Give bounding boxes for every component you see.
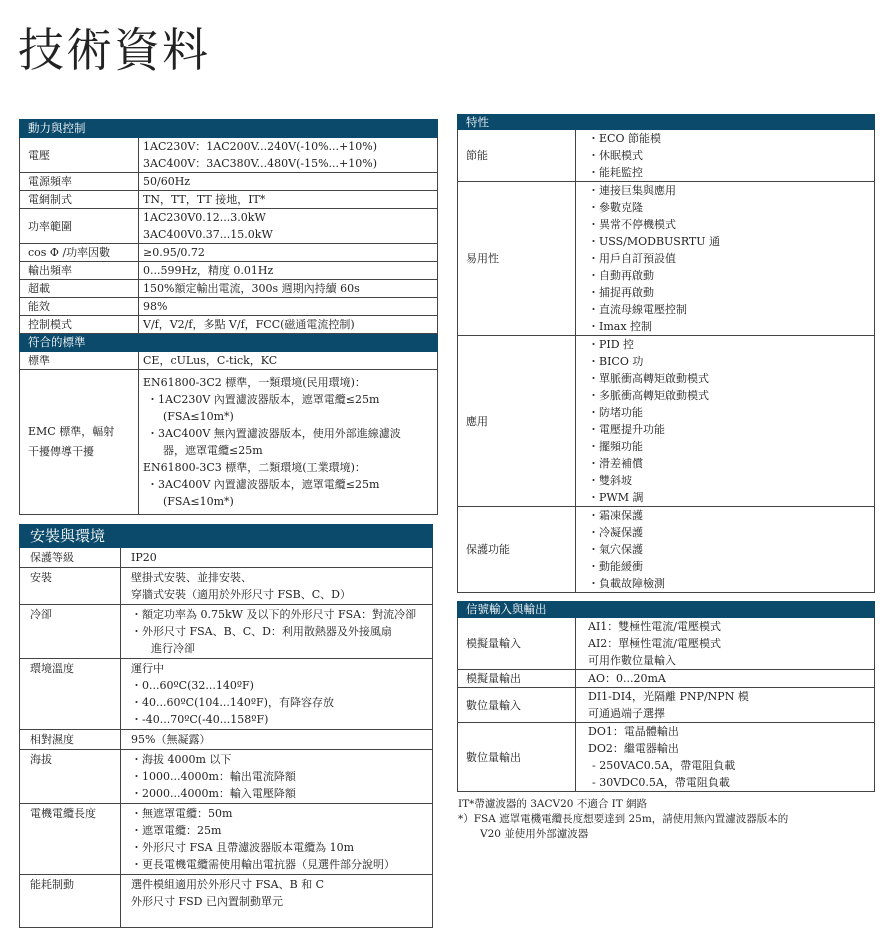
row-label: 應用 <box>458 336 576 507</box>
row-label: 超載 <box>20 280 139 298</box>
row-value: 1AC230V：1AC200V...240V(-10%...+10%) 3AC400V：3AC380V...480V(-15%...+10%) <box>139 138 438 173</box>
row-label: 安裝 <box>20 568 121 605</box>
row-label: 冷卻 <box>20 605 121 659</box>
row-value: V/f，V2/f，多點 V/f，FCC(磁通電流控制) <box>139 316 438 334</box>
table-row <box>20 875 433 928</box>
row-label: 功率範圍 <box>20 209 139 244</box>
row-value: ・PID 控 ・BICO 功 ・單脈衝高轉矩啟動模式 ・多脈衝高轉矩啟動模式 ・防堵功能 ・電壓提升功能 ・擺頻功能 ・滑差補償 ・雙斜坡 ・PWM 調 <box>576 336 875 507</box>
row-label: 控制模式 <box>20 316 139 334</box>
table-row <box>20 209 438 244</box>
row-value: DO1：電晶體輸出 DO2：繼電器輸出 - 250VAC0.5A，帶電阻負載 - 30VDC0.5A，帶電阻負載 <box>576 723 875 792</box>
row-value: TN，TT，TT 接地，IT* <box>139 191 438 209</box>
row-label: 節能 <box>458 130 576 182</box>
row-label: 能效 <box>20 298 139 316</box>
table-row <box>20 191 438 209</box>
row-value: AO：0...20mA <box>576 670 875 688</box>
section-header-power-control: 動力與控制 <box>20 120 438 138</box>
table-row <box>20 173 438 191</box>
table-row <box>20 352 438 370</box>
footnotes <box>458 797 788 842</box>
row-label: 海拔 <box>20 750 121 804</box>
table-row <box>458 688 875 723</box>
table-row <box>20 298 438 316</box>
row-label: 數位量輸出 <box>458 723 576 792</box>
row-label: cos Φ /功率因數 <box>20 244 139 262</box>
row-value: 150%額定輸出電流，300s 週期內持續 60s <box>139 280 438 298</box>
table-row <box>20 138 438 173</box>
row-value: 1AC230V0.12...3.0kW 3AC400V0.37...15.0kW <box>139 209 438 244</box>
table-row <box>20 804 433 875</box>
row-value: ・額定功率為 0.75kW 及以下的外形尺寸 FSA：對流冷卻 ・外形尺寸 FSA、B、C、D：利用散熱器及外接風扇 進行冷卻 <box>121 605 433 659</box>
page-title: 技術資料 <box>18 23 210 77</box>
row-value: 壁掛式安裝、並排安裝、 穿牆式安裝（適用於外形尺寸 FSB、C、D） <box>121 568 433 605</box>
table-row <box>20 750 433 804</box>
table-row <box>20 548 433 568</box>
table-row <box>20 370 438 515</box>
row-value: 運行中 ・0...60ºC(32...140ºF) ・40...60ºC(104...140ºF)，有降容存放 ・-40...70ºC(-40...158ºF) <box>121 659 433 730</box>
table-row <box>20 316 438 334</box>
footnote: IT*帶濾波器的 3ACV20 不適合 IT 網路 <box>458 798 648 810</box>
row-value: 95%（無凝露） <box>121 730 433 750</box>
install-environment-table <box>19 524 433 928</box>
row-value: ・連接巨集與應用 ・參數克隆 ・異常不停機模式 ・USS/MODBUSRTU 通 ・用戶自訂預設值 ・自動再啟動 ・捕捉再啟動 ・直流母線電壓控制 ・Imax 控制 <box>576 182 875 336</box>
table-row <box>20 568 433 605</box>
row-value: AI1：雙極性電流/電壓模式 AI2：單極性電流/電壓模式 可用作數位量輸入 <box>576 618 875 670</box>
row-label: 輸出頻率 <box>20 262 139 280</box>
row-value: ・海拔 4000m 以下 ・1000...4000m：輸出電流降額 ・2000...4000m：輸入電壓降額 <box>121 750 433 804</box>
row-label: 相對濕度 <box>20 730 121 750</box>
footnote: *）FSA 遮罩電機電纜長度想要達到 25m，請使用無內置濾波器版本的 <box>458 813 789 825</box>
row-label: 易用性 <box>458 182 576 336</box>
row-value: ・霜凍保護 ・冷凝保護 ・氣穴保護 ・動能緩衝 ・負載故障檢測 <box>576 507 875 593</box>
row-value: IP20 <box>121 548 433 568</box>
table-row <box>20 605 433 659</box>
row-label: 電機電纜長度 <box>20 804 121 875</box>
row-label: EMC 標準，輻射 干擾傳導干擾 <box>20 370 139 515</box>
row-value: ・無遮罩電纜：50m ・遮罩電纜：25m ・外形尺寸 FSA 且帶濾波器版本電纜為 10m ・更長電機電纜需使用輸出電抗器（見選件部分說明） <box>121 804 433 875</box>
power-control-table <box>19 119 438 515</box>
table-row <box>20 280 438 298</box>
row-value: CE，cULus，C-tick，KC <box>139 352 438 370</box>
section-header-features: 特性 <box>458 115 875 130</box>
row-value: ≥0.95/0.72 <box>139 244 438 262</box>
row-value: 98% <box>139 298 438 316</box>
features-table <box>457 114 875 593</box>
row-value: 選件模組適用於外形尺寸 FSA、B 和 C 外形尺寸 FSD 已內置制動單元 <box>121 875 433 928</box>
row-label: 保護功能 <box>458 507 576 593</box>
row-label: 能耗制動 <box>20 875 121 928</box>
row-label: 標準 <box>20 352 139 370</box>
table-row <box>458 182 875 336</box>
row-label: 電源頻率 <box>20 173 139 191</box>
section-header-io: 信號輸入與輸出 <box>458 602 875 618</box>
row-label: 保護等級 <box>20 548 121 568</box>
section-header-compliance: 符合的標準 <box>20 334 438 352</box>
signal-io-table <box>457 601 875 792</box>
row-value: ・ECO 節能模 ・休眠模式 ・能耗監控 <box>576 130 875 182</box>
row-value: 0...599Hz，精度 0.01Hz <box>139 262 438 280</box>
table-row <box>458 507 875 593</box>
footnote: V20 並使用外部濾波器 <box>480 828 589 840</box>
row-value: 50/60Hz <box>139 173 438 191</box>
table-row <box>20 244 438 262</box>
table-row <box>458 336 875 507</box>
table-row <box>458 723 875 792</box>
row-value: DI1-DI4，光隔離 PNP/NPN 模 可通過端子選擇 <box>576 688 875 723</box>
row-label: 數位量輸入 <box>458 688 576 723</box>
row-label: 模擬量輸入 <box>458 618 576 670</box>
table-row <box>458 130 875 182</box>
table-row <box>20 730 433 750</box>
row-label: 環境溫度 <box>20 659 121 730</box>
table-row <box>20 659 433 730</box>
table-row <box>458 670 875 688</box>
row-value: EN61800-3C2 標準，一類環境(民用環境)： ・1AC230V 內置濾波器版本，遮罩電纜≤25m (FSA≤10m*) ・3AC400V 無內置濾波器版本，使用外部進線濾波 器，遮罩電纜≤25m EN61800-3C3 標準，二類環境(工業環境)： ・3AC400V 內置濾波器版本，遮罩電纜≤25m (FSA≤10m*) <box>139 370 438 515</box>
table-row <box>458 618 875 670</box>
row-label: 電網制式 <box>20 191 139 209</box>
section-header-install: 安裝與環境 <box>20 525 433 548</box>
row-label: 電壓 <box>20 138 139 173</box>
table-row <box>20 262 438 280</box>
row-label: 模擬量輸出 <box>458 670 576 688</box>
